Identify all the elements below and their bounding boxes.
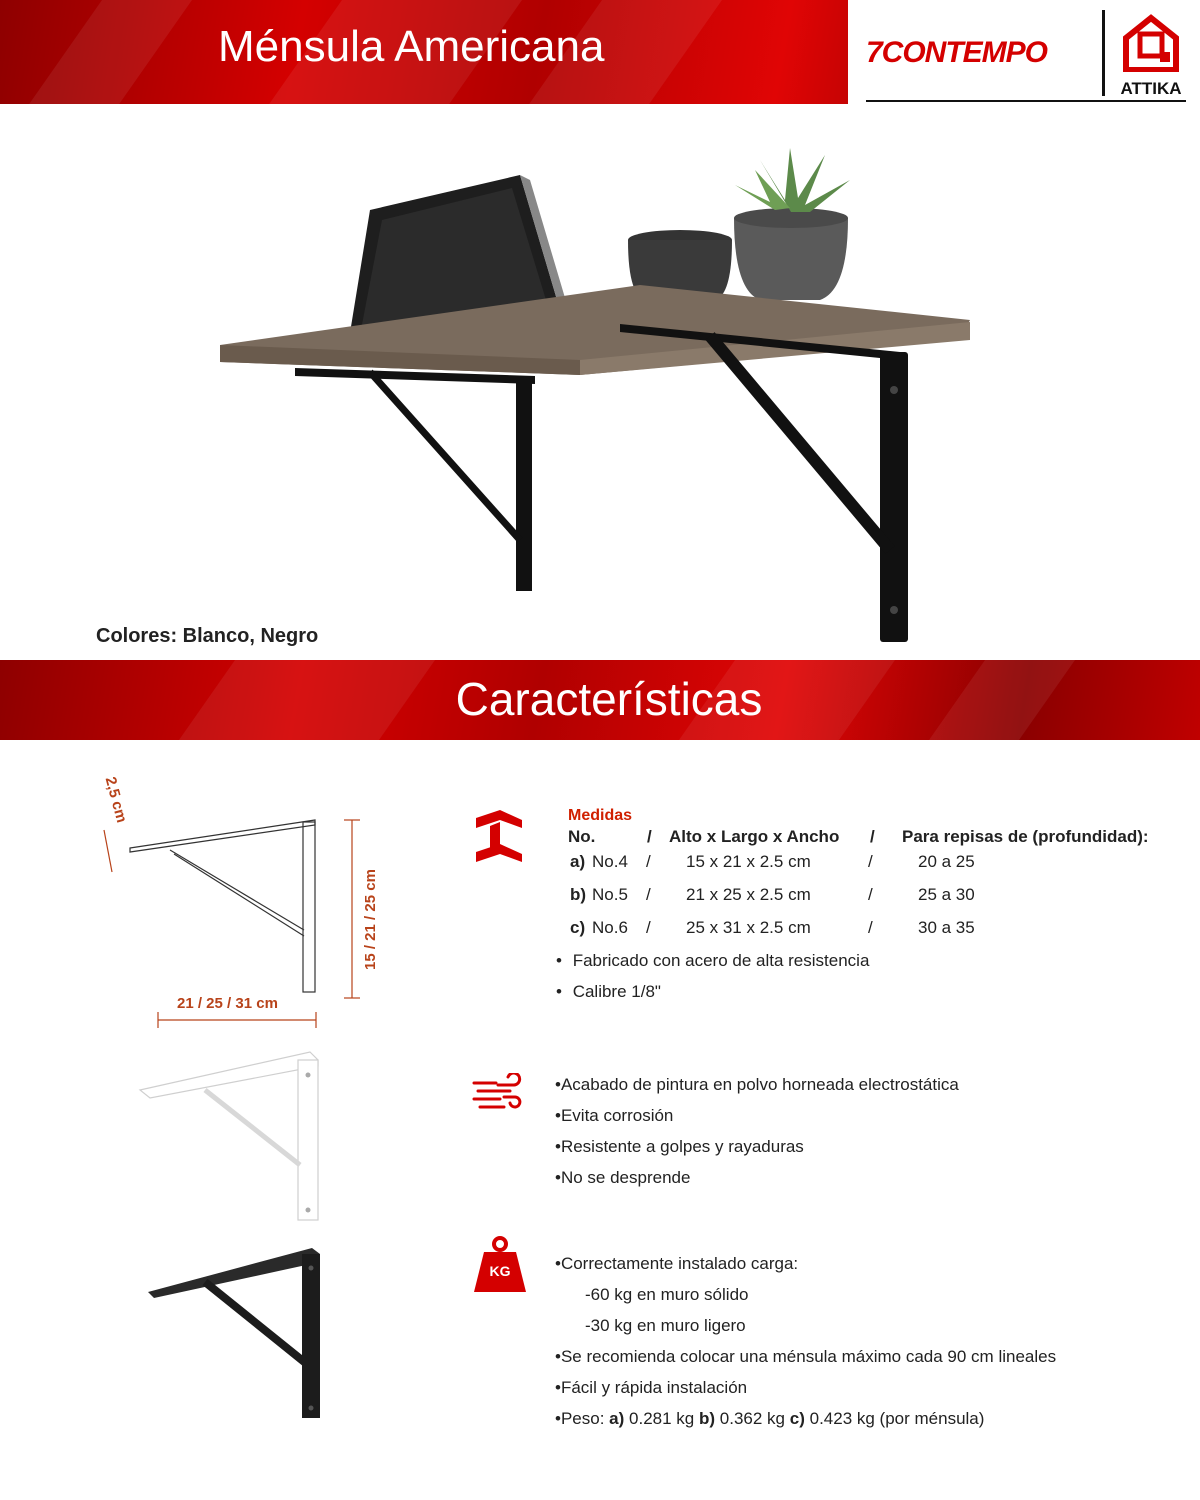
list-item-text: Calibre 1/8" (572, 982, 661, 1001)
weight-icon-label: KG (489, 1263, 511, 1279)
row-dims: 15 x 21 x 2.5 cm (686, 852, 811, 871)
specs-header-sep1: / (647, 827, 652, 846)
row-no: No.5 (592, 885, 628, 904)
contempo-logo-text: 7CONTEMPO (866, 36, 1048, 69)
contempo-logo (866, 36, 1047, 70)
bullet-dot: • (556, 951, 562, 970)
row-sep2: / (868, 885, 873, 904)
product-photo (200, 140, 1000, 650)
list-item (555, 1409, 984, 1429)
specs-header-no: No. (568, 827, 596, 846)
weight-b-label: b) (699, 1409, 716, 1428)
bullet-dot: • (555, 1075, 561, 1094)
weight-a-label: a) (609, 1409, 625, 1428)
bullet-dot: • (555, 1168, 561, 1187)
row-sep1: / (646, 918, 651, 937)
attika-logo-text: ATTIKA (1120, 79, 1182, 98)
row-shelf: 25 a 30 (918, 885, 975, 904)
house-icon (1118, 12, 1184, 72)
row-sep1: / (646, 852, 651, 871)
list-item-text: Correctamente instalado carga: (560, 1254, 799, 1273)
list-item (555, 1347, 1056, 1367)
specs-header-dims: Alto x Largo x Ancho (669, 827, 840, 846)
bullet-dot: • (555, 1409, 561, 1428)
list-item (555, 1168, 690, 1188)
logo-underline (866, 100, 1186, 102)
steel-beam-icon (470, 808, 526, 864)
row-no: No.6 (592, 918, 628, 937)
shelf-board-illustration (220, 285, 970, 375)
weight-c-label: c) (789, 1409, 805, 1428)
attika-logo (1118, 12, 1184, 98)
list-item (556, 951, 869, 971)
page-title: Ménsula Americana (218, 22, 605, 71)
row-dims: 25 x 31 x 2.5 cm (686, 918, 811, 937)
logo-divider (1102, 10, 1105, 96)
bullet-dot: • (555, 1347, 561, 1366)
list-item-text: Fabricado con acero de alta resistencia (572, 951, 870, 970)
weight-b-value: 0.362 kg (719, 1409, 786, 1428)
list-item-text: Fácil y rápida instalación (560, 1378, 748, 1397)
list-item-text: Se recomienda colocar una ménsula máximo cada 90 cm lineales (560, 1347, 1057, 1366)
list-item (555, 1106, 673, 1126)
weight-a-value: 0.281 kg (629, 1409, 695, 1428)
section-title: Características (455, 673, 763, 725)
list-item-sub: -30 kg en muro ligero (585, 1316, 746, 1335)
list-item-text: Acabado de pintura en polvo horneada electrostática (560, 1075, 959, 1094)
dimension-width-label: 2,5 cm (101, 775, 131, 825)
weight-prefix: Peso: (560, 1409, 605, 1428)
list-item (555, 1378, 747, 1398)
list-item-text: Evita corrosión (560, 1106, 674, 1125)
list-item-text: Resistente a golpes y rayaduras (560, 1137, 804, 1156)
row-sep2: / (868, 918, 873, 937)
white-bracket-image (130, 1040, 340, 1230)
paint-spray-icon (470, 1073, 526, 1113)
weight-icon (474, 1236, 526, 1292)
brand-logos (848, 0, 1200, 104)
row-shelf: 30 a 35 (918, 918, 975, 937)
bullet-dot: • (555, 1106, 561, 1125)
bullet-dot: • (555, 1378, 561, 1397)
colors-text: Colores: Blanco, Negro (96, 625, 319, 647)
black-bracket-image (140, 1240, 340, 1425)
row-no: No.4 (592, 852, 628, 871)
bracket-right-illustration (620, 324, 908, 642)
row-letter: c) (570, 918, 586, 937)
row-sep2: / (868, 852, 873, 871)
list-item (555, 1137, 804, 1157)
dimension-length-label: 21 / 25 / 31 cm (177, 995, 278, 1012)
bullet-dot: • (556, 982, 562, 1001)
bullet-dot: • (555, 1137, 561, 1156)
bracket-left-illustration (295, 368, 535, 591)
bullet-dot: • (555, 1254, 561, 1273)
row-letter: b) (570, 885, 587, 904)
section-banner (0, 660, 1200, 740)
row-letter: a) (570, 852, 586, 871)
row-sep1: / (646, 885, 651, 904)
plant-illustration (734, 148, 850, 300)
list-item-sub: -60 kg en muro sólido (585, 1285, 749, 1304)
list-item (556, 982, 661, 1002)
specs-header-shelf: Para repisas de (profundidad): (902, 827, 1149, 846)
row-shelf: 20 a 25 (918, 852, 975, 871)
specs-header-sep2: / (870, 827, 875, 846)
weight-c-value: 0.423 kg (por ménsula) (809, 1409, 985, 1428)
specs-section-label: Medidas (568, 807, 633, 824)
dimension-height-label: 15 / 21 / 25 cm (362, 869, 379, 970)
list-item-text: No se desprende (560, 1168, 691, 1187)
list-item (555, 1075, 959, 1095)
list-item (555, 1254, 798, 1274)
row-dims: 21 x 25 x 2.5 cm (686, 885, 811, 904)
